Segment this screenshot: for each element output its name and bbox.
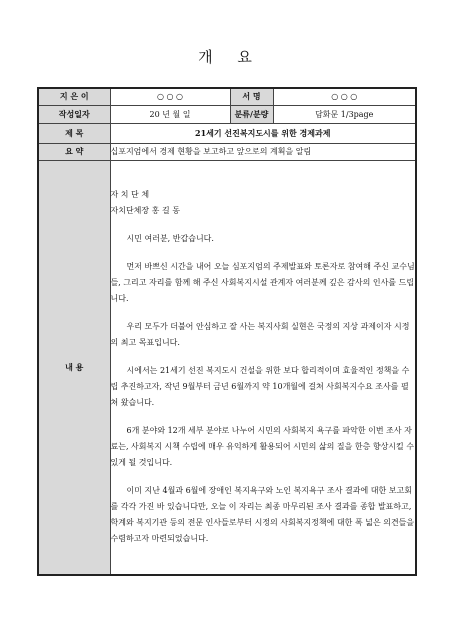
date-label: 작성일자 [38, 105, 110, 123]
paragraph-2: 우리 모두가 더불어 안심하고 잘 사는 복지사회 실현은 국정의 지상 과제이자 시정의 최고 목표입니다. [110, 322, 410, 348]
content-label: 내 용 [38, 160, 110, 575]
org-line: 자 치 단 체 [110, 190, 150, 200]
summary-row [38, 143, 416, 160]
author-value: ○ ○ ○ [110, 88, 230, 105]
summary-value: 십포지엄에서 경제 현황을 보고하고 앞으로의 계획을 알림 [110, 143, 416, 160]
summary-label: 요 약 [38, 143, 110, 160]
date-row [38, 105, 416, 123]
author-row [38, 88, 416, 105]
speaker-line: 자치단체장 홍 길 동 [110, 206, 180, 216]
document-title [0, 46, 450, 67]
title-char-2: 요 [237, 48, 252, 66]
subject-label: 제 목 [38, 123, 110, 143]
paragraph-5: 이미 지난 4월과 6월에 장애인 복지욕구와 노인 복지욕구 조사 결과에 대한 보고회를 각각 가진 바 있습니다만, 오늘 이 자리는 최종 마무리된 조사 결과를 종합 발표하고, 학계와 복지기관 등의 전문 인사들로부터 시정의 사회복지정책에 대한 폭 넓은 의견들을 수렴하고자 마련되었습니다. [110, 486, 415, 544]
subject-row [38, 123, 416, 143]
content-body [110, 160, 416, 575]
category-value: 담화문 1/3page [273, 105, 416, 123]
subject-value: 21세기 선진복지도시를 위한 경제과제 [110, 123, 416, 143]
content-row [38, 160, 416, 575]
paragraph-1: 먼저 바쁘신 시간을 내어 오늘 심포지엄의 주제발표와 토론자로 참여해 주신 교수님들, 그리고 자리를 함께 해 주신 사회복지시설 관계자 여러분께 깊은 감사의 인사를 드립니다. [110, 262, 415, 304]
greeting: 시민 여러분, 반갑습니다. [126, 234, 214, 244]
date-value: 20 년 월 일 [110, 105, 230, 123]
paragraph-4: 6개 분야와 12개 세부 분야로 나누어 시민의 사회복지 욕구를 파악한 이번 조사 자료는, 사회복지 시책 수립에 매우 유익하게 활용되어 시민의 삶의 질을 한층 향상시킬 수 있게 될 것입니다. [110, 426, 415, 468]
name-label: 서 명 [230, 88, 273, 105]
author-label: 지 은 이 [38, 88, 110, 105]
paragraph-3: 시에서는 21세기 선진 복지도시 건설을 위한 보다 합리적이며 효율적인 정책을 수립 추진하고자, 작년 9월부터 금년 6월까지 약 10개월에 걸쳐 사회복지수요 조사를 펼쳐 왔습니다. [110, 366, 410, 408]
name-value: ○ ○ ○ [273, 88, 416, 105]
category-label: 분류/분량 [230, 105, 273, 123]
overview-form [37, 87, 417, 576]
title-char-1: 개 [198, 48, 213, 66]
